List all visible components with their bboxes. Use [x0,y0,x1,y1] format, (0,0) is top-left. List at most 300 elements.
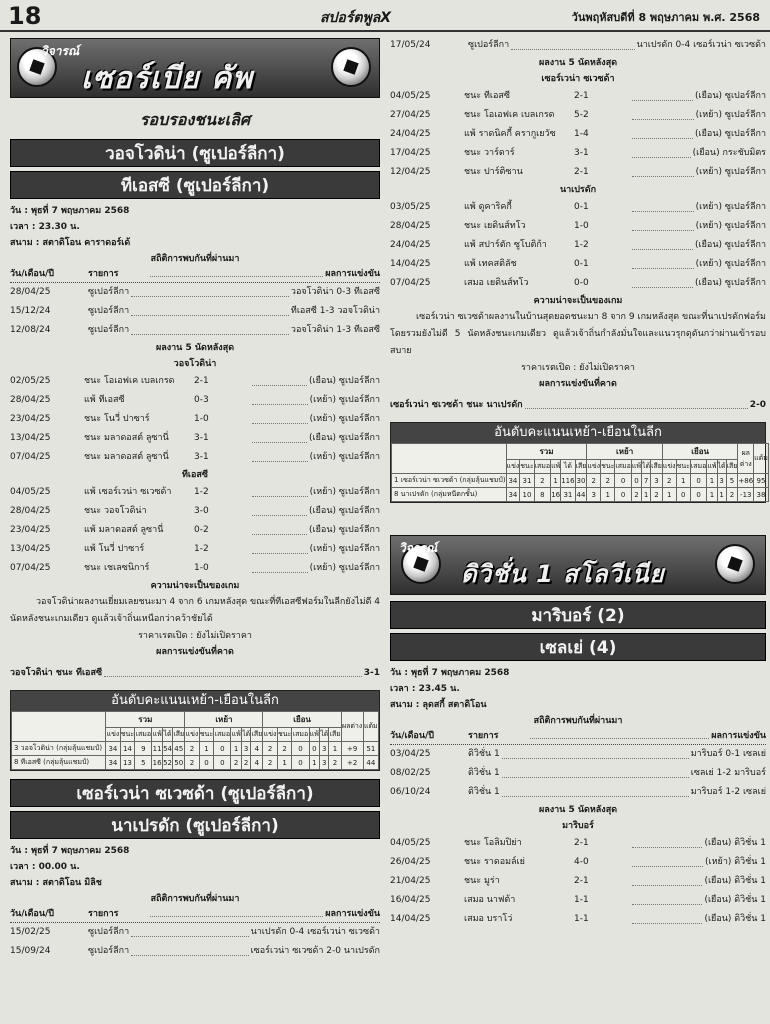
form-date: 28/04/25 [10,506,51,516]
standings-col-header: ได้ [642,460,651,474]
odds-text-2: ราคาเรตเปิด : ยังไม่เปิดราคา [521,363,635,373]
form-outcome: แพ้ มลาดอสต์ ลูซานี่ [84,525,164,535]
h2h-date: 15/02/25 [10,927,51,937]
form-venue: (เหย้า) ซูเปอร์ลีกา [309,544,380,554]
form-score: 0-2 [194,525,209,535]
dotted-leader [131,923,248,937]
standings-cell: 34 [106,742,120,756]
team-a-form-list-3 [390,834,766,929]
standings-col-header: เสีย [173,728,185,742]
form-row [10,448,380,467]
form-date: 07/04/25 [390,278,431,288]
h2h-result: มาริบอร์ 0-1 เซลเย่ [690,749,766,759]
standings-cell: 116 [561,474,575,488]
standings-cell: 16 [152,756,163,770]
form-row [390,236,766,255]
h2h-result: นาเปรดัก 0-4 เซอร์เวน่า ซเวซด้า [636,40,766,50]
standings-team: 8 นาเปรดัก (กลุ่มหนีตกชั้น) [392,488,507,502]
page-header [0,0,770,32]
form-date: 04/05/25 [390,91,431,101]
standings-cell: 51 [363,742,378,756]
standings-col-header: ได้ [320,728,329,742]
form-date: 23/04/25 [10,414,51,424]
standings-col-header: ชนะ [277,728,292,742]
h2h-title: สถิติการพบกันที่ผ่านมา [150,254,240,264]
standings-row [12,742,379,756]
standings-team: 1 เซอร์เวน่า ซเวซด้า (กลุ่มลุ้นแชมป์) [392,474,507,488]
form-date: 13/04/25 [10,433,51,443]
standings-row [12,756,379,770]
standings-col-header: เสมอ [214,728,231,742]
dotted-leader [632,834,702,848]
h2h-header-2: วัน/เดือน/ปี รายการ ผลการแข่งขัน [10,907,380,923]
standings-cell: 16 [551,488,561,502]
football-icon [331,47,371,87]
standings-team: 8 ทีเอสซี (กลุ่มลุ้นแชมป์) [12,756,106,770]
form-row [390,87,766,106]
dotted-leader [632,274,693,288]
h2h-competition: ซูเปอร์ลีกา [88,306,130,316]
standings-cell: 3 [241,742,250,756]
form-venue: (เหย้า) ซูเปอร์ลีกา [695,259,766,269]
standings-cell: 0 [615,488,631,502]
form-row [10,391,380,410]
standings-cell: 2 [263,756,277,770]
form-score: 3-0 [194,506,209,516]
form-row [390,872,766,891]
form-date: 28/04/25 [390,221,431,231]
form-outcome: แพ้ เซอร์เวน่า ซเวซด้า [84,487,172,497]
h2h-row [390,764,766,783]
stage-title: รอบรองชนะเลิศ [139,110,251,129]
form-venue: (เยือน) ซูเปอร์ลีกา [309,525,380,535]
form-outcome: แพ้ ทีเอสซี [84,395,125,405]
dotted-leader [632,87,693,101]
form-row [390,834,766,853]
form-outcome: แพ้ เทคสติลัช [464,259,517,269]
dotted-leader [131,283,289,297]
standings-col-header: ชนะ [520,460,534,474]
issue-date: วันพฤหัสบดีที่ 8 พฤษภาคม พ.ศ. 2568 [571,11,760,24]
h2h-date-header: วัน/เดือน/ปี [10,269,54,279]
away-team-bar-3: เซลเย่ (4) [390,633,766,661]
standings-cell: 2 [662,474,676,488]
standings-cell: 30 [575,474,587,488]
form-venue: (เยือน) ดิวิชั่น 1 [704,838,766,848]
h2h-row [390,783,766,802]
standings-extra-header: แต้ม [754,444,769,474]
form-row [390,891,766,910]
form-score: 0-1 [574,259,589,269]
form-score: 1-0 [194,563,209,573]
h2h-competition: ซูเปอร์ลีกา [468,40,510,50]
standings-col-header: เสมอ [534,460,550,474]
h2h-result: ทีเอสซี 1-3 วอจโวดิน่า [290,306,380,316]
slovenia-banner [390,535,766,595]
form-row [390,853,766,872]
form-outcome: แพ้ ดูคาริคกี้ [464,202,512,212]
standings-cell: 1 [642,488,651,502]
h2h-row [10,321,380,340]
dotted-leader [632,163,694,177]
form-outcome: ชนะ โอลิมปิย่า [464,838,522,848]
last5-title-3: ผลงาน 5 นัดหลังสุด [538,805,618,815]
page-number: 18 [8,2,42,30]
standings-col-header: แพ้ [707,460,717,474]
standings-cell: 95 [754,474,769,488]
form-venue: (เหย้า) ซูเปอร์ลีกา [309,395,380,405]
form-outcome: ชนะ วาร์ดาร์ [464,148,515,158]
h2h-row [390,745,766,764]
form-score: 0-3 [194,395,209,405]
standings-group-header: เหย้า [185,712,263,728]
standings-cell: 38 [754,488,769,502]
form-venue: (เหย้า) ซูเปอร์ลีกา [695,167,766,177]
form-outcome: ชนะ มลาดอสต์ ลูซานี่ [84,452,169,462]
h2h-date: 03/04/25 [390,749,431,759]
h2h-title-3: สถิติการพบกันที่ผ่านมา [533,716,623,726]
form-date: 04/05/25 [10,487,51,497]
team-a-form-title: วอจโวดิน่า [173,359,217,369]
form-date: 24/04/25 [390,240,431,250]
standings-cell: 34 [506,474,520,488]
form-venue: (เหย้า) ซูเปอร์ลีกา [695,110,766,120]
h2h-row [10,283,380,302]
form-venue: (เยือน) ดิวิชั่น 1 [704,876,766,886]
standings-cell: 0 [690,488,706,502]
standings-cell: 0 [292,756,309,770]
dotted-leader [632,872,702,886]
form-outcome: ชนะ โนวี่ ปาซาร์ [84,414,150,424]
form-date: 23/04/25 [10,525,51,535]
standings-cell: 1 [309,756,320,770]
h2h-result: วอจโวดิน่า 1-3 ทีเอสซี [290,325,380,335]
standings-cell: 1 [717,488,726,502]
h2h-row [10,923,380,942]
form-date: 21/04/25 [390,876,431,886]
form-row [390,910,766,929]
team-a-form-title-2: เซอร์เวน่า ซเวซด้า [541,74,615,84]
banner-title: เซอร์เบีย คัพ [81,61,253,96]
form-row [390,255,766,274]
dotted-leader [252,391,308,405]
h2h-header [10,267,380,283]
standings-cell: 0 [292,742,309,756]
h2h-title-2: สถิติการพบกันที่ผ่านมา [150,894,240,904]
away-team-bar: ทีเอสซี (ซูเปอร์ลีกา) [10,171,380,199]
match3-venue: สนาม : ลุดสกี้ สตาดิโอน [390,700,487,710]
h2h-competition: ดิวิชั่น 1 [468,787,500,797]
standings-group-header: รวม [506,444,587,460]
h2h-competition: ซูเปอร์ลีกา [88,325,130,335]
standings-cell: +2 [341,756,363,770]
last5-title-2: ผลงาน 5 นัดหลังสุด [538,58,618,68]
h2h-result-header: ผลการแข่งขัน [325,269,380,279]
standings-cell: 44 [363,756,378,770]
dotted-leader [502,764,689,778]
h2h-result: มาริบอร์ 1-2 เซลเย่ [690,787,766,797]
standings-cell: +86 [738,474,754,488]
standings-row [392,488,769,502]
dotted-leader [252,502,307,516]
form-row [390,106,766,125]
form-outcome: แพ้ โนวี่ ปาซาร์ [84,544,145,554]
h2h-result: วอจโวดิน่า 0-3 ทีเอสซี [290,287,380,297]
h2h-list [10,283,380,340]
form-row [390,144,766,163]
standings-cell: 2 [601,474,615,488]
form-outcome: ชนะ โอเอฟเค เบลเกรด [464,110,555,120]
standings-cell: 3 [587,488,601,502]
form-score: 0-0 [574,278,589,288]
standings-cell: 0 [214,742,231,756]
form-row [10,372,380,391]
h2h-header-3: วัน/เดือน/ปี รายการ ผลการแข่งขัน [390,729,766,745]
h2h-date: 15/12/24 [10,306,51,316]
standings-extra-header: แต้ม [363,712,378,742]
standings-cell: 34 [506,488,520,502]
away-team-bar-2: นาเปรดัก (ซูเปอร์ลีกา) [10,811,380,839]
match-venue: สนาม : สตาดิโอน คาราดอร์เด้ [10,238,131,248]
match3-time: เวลา : 23.45 น. [390,684,460,694]
standings-cell: 50 [173,756,185,770]
standings-team: 3 วอจโวดิน่า (กลุ่มลุ้นแชมป์) [12,742,106,756]
dotted-leader [131,942,248,956]
dotted-leader [632,891,702,905]
standings-cell: 31 [561,488,575,502]
dotted-leader [252,429,307,443]
match-time: เวลา : 23.30 น. [10,222,80,232]
standings-cell: 0 [214,756,231,770]
dotted-leader [252,448,308,462]
form-venue: (เยือน) ซูเปอร์ลีกา [309,433,380,443]
form-row [390,163,766,182]
standings-col-header: แข่ง [662,460,676,474]
dotted-leader [252,559,308,573]
standings-group-header: เหย้า [587,444,663,460]
form-outcome: ชนะ โอเอฟเค เบลเกรด [84,376,175,386]
team-b-form-list [10,483,380,578]
h2h-result: เซอร์เวน่า ซเวซด้า 2-0 นาเปรดัก [250,946,380,956]
standings-col-header: เสมอ [292,728,309,742]
dotted-leader [131,321,289,335]
form-row [10,429,380,448]
form-date: 14/04/25 [390,914,431,924]
form-row [10,410,380,429]
form-date: 14/04/25 [390,259,431,269]
form-date: 03/05/25 [390,202,431,212]
form-venue: (เหย้า) ซูเปอร์ลีกา [309,487,380,497]
form-score: 1-0 [574,221,589,231]
h2h-row [10,942,380,961]
h2h-continued [390,36,766,55]
standings-col-header: ได้ [162,728,172,742]
standings-col-header: ชนะ [120,728,135,742]
standings-cell: 2 [631,488,641,502]
chance-text: วอจโวดิน่าผลงานเยี่ยมเลยชนะมา 4 จาก 6 เกมหลังสุด ขณะที่ทีเอสซีฟอร์มในลีกยังไม่ดี 4 นัดหลังชนะเกมเดียว ดูแล้วเจ้าถิ่นเหนือกว่าคว้าชัยได้ [10,597,380,624]
standings-cell: 10 [520,488,534,502]
standings-col-header: เสีย [651,460,663,474]
standings-cell: 5 [135,756,152,770]
form-score: 1-0 [194,414,209,424]
h2h-date: 12/08/24 [10,325,51,335]
standings-table-2 [390,422,766,503]
standings-group-header: รวม [106,712,185,728]
standings-col-header: เสมอ [690,460,706,474]
h2h-competition: ซูเปอร์ลีกา [88,287,130,297]
dotted-leader [252,521,307,535]
prediction-title-2: ผลการแข่งขันที่คาด [539,379,617,389]
standings-cell: 11 [152,742,163,756]
form-score: 1-2 [194,487,209,497]
h2h-date: 06/10/24 [390,787,431,797]
form-venue: (เยือน) ซูเปอร์ลีกา [695,91,766,101]
standings-cell: 3 [320,756,329,770]
standings-cell: 3 [717,474,726,488]
form-venue: (เหย้า) ซูเปอร์ลีกา [309,414,380,424]
standings-cell: 1 [199,742,214,756]
team-b-form-list-2 [390,198,766,293]
standings-col-header: เสีย [575,460,587,474]
standings-cell: 2 [231,756,242,770]
standings-title: อันดับคะแนนเหย้า-เยือนในลีก [11,691,379,711]
standings-col-header: ชนะ [601,460,615,474]
standings-cell: 2 [263,742,277,756]
form-venue: (เยือน) ดิวิชั่น 1 [704,895,766,905]
standings-cell: 2 [185,742,199,756]
standings-cell: 52 [162,756,172,770]
prediction-title: ผลการแข่งขันที่คาด [156,647,234,657]
team-a-form-title-3: มาริบอร์ [562,821,594,831]
form-outcome: ชนะ ทีเอสซี [464,91,510,101]
h2h-list-3 [390,745,766,802]
form-score: 1-4 [574,129,589,139]
dotted-leader [632,106,694,120]
form-row [10,521,380,540]
standings-cell: 0 [615,474,631,488]
standings-group-header: เยือน [263,712,341,728]
standings-col-header: เสมอ [135,728,152,742]
standings-cell: 2 [185,756,199,770]
standings-cell: 0 [199,756,214,770]
prediction-text: วอจโวดิน่า ชนะ ทีเอสซี [10,668,103,678]
dotted-leader [632,198,694,212]
form-score: 0-1 [574,202,589,212]
standings-cell: 2 [534,474,550,488]
standings-cell: 2 [587,474,601,488]
form-venue: (เยือน) กระชับมิตร [692,148,766,158]
dotted-leader [252,410,308,424]
form-row [390,125,766,144]
h2h-competition: ดิวิชั่น 1 [468,749,500,759]
standings-col-header: แข่ง [185,728,199,742]
form-date: 17/04/25 [390,148,431,158]
standings-cell: 9 [135,742,152,756]
form-score: 4-0 [574,857,589,867]
standings-cell: +9 [341,742,363,756]
match3-day: วัน : พุธที่ 7 พฤษภาคม 2568 [390,668,510,678]
form-date: 07/04/25 [10,563,51,573]
standings-cell: 14 [120,742,135,756]
standings-cell: 5 [726,474,738,488]
form-row [10,483,380,502]
standings-cell: 0 [309,742,320,756]
form-outcome: ชนะ ปาร์ติซาน [464,167,523,177]
form-date: 24/04/25 [390,129,431,139]
standings-cell: 0 [631,474,641,488]
standings-cell: 1 [329,742,341,756]
h2h-competition: ดิวิชั่น 1 [468,768,500,778]
chance-title-2: ความน่าจะเป็นของเกม [533,296,623,306]
standings-group-header: เยือน [662,444,738,460]
form-date: 02/05/25 [10,376,51,386]
standings-cell: 1 [601,488,615,502]
dotted-leader [502,745,689,759]
brand-logo: สปอร์ตพูลX [320,10,392,26]
banner-tag: วิจารณ์ [41,44,80,58]
standings-cell: 13 [120,756,135,770]
prediction-row-2 [390,396,766,414]
dotted-leader [252,483,308,497]
form-date: 13/04/25 [10,544,51,554]
form-outcome: ชนะ เยดินส์ทโว [464,221,526,231]
h2h-row [390,36,766,55]
h2h-result: เซลเย่ 1-2 มาริบอร์ [690,768,766,778]
dotted-leader [131,302,289,316]
team-col-header [392,444,507,474]
form-outcome: เสมอ บราโว่ [464,914,513,924]
form-score: 2-1 [574,167,589,177]
standings-extra-header: ผลต่าง [738,444,754,474]
form-outcome: ชนะ เชเลซนิการ์ [84,563,150,573]
football-icon [715,544,755,584]
form-outcome: เสมอ นาฟต้า [464,895,516,905]
standings-cell: 0 [690,474,706,488]
form-score: 5-2 [574,110,589,120]
standings-extra-header: ผลต่าง [341,712,363,742]
standings-cell: 34 [106,756,120,770]
banner-title-2: ดิวิชั่น 1 สโลวีเนีย [461,560,665,588]
dotted-leader [632,144,691,158]
team-a-form-list-2 [390,87,766,182]
standings-col-header: แพ้ [309,728,320,742]
standings-col-header: เสีย [251,728,263,742]
h2h-competition: ซูเปอร์ลีกา [88,946,130,956]
odds-text: ราคาเรตเปิด : ยังไม่เปิดราคา [138,631,252,641]
standings-col-header: ชนะ [199,728,214,742]
form-row [390,274,766,293]
standings-col-header: ได้ [717,460,726,474]
form-venue: (เหย้า) ดิวิชั่น 1 [705,857,766,867]
form-venue: (เหย้า) ซูเปอร์ลีกา [695,202,766,212]
form-venue: (เหย้า) ซูเปอร์ลีกา [309,563,380,573]
standings-col-header: เสีย [329,728,341,742]
dotted-leader [632,217,694,231]
form-row [390,198,766,217]
dotted-leader [252,372,307,386]
standings-cell: 31 [520,474,534,488]
chance-text-2: เซอร์เวน่า ซเวซด้าผลงานในบ้านสุดยอดชนะมา 8 จาก 9 เกมหลังสุด ขณะที่นาเปรดักฟอร์มโดยรวมยังไม่ดี 5 นัดหลังชนะเกมเดียว ดูแล้วเจ้าถิ่นกำลังมั่นใจและแนวรุกดุดันกว่าผ่านเข้ารอบสบาย [390,312,766,356]
team-col-header [12,712,106,742]
form-score: 3-1 [194,433,209,443]
form-date: 16/04/25 [390,895,431,905]
form-row [390,217,766,236]
match2-time: เวลา : 00.00 น. [10,862,80,872]
banner-tag-2: วิจารณ์ [399,541,438,555]
h2h-date: 17/05/24 [390,40,431,50]
form-venue: (เยือน) ซูเปอร์ลีกา [309,506,380,516]
prediction-score-2: 2-0 [749,400,766,410]
